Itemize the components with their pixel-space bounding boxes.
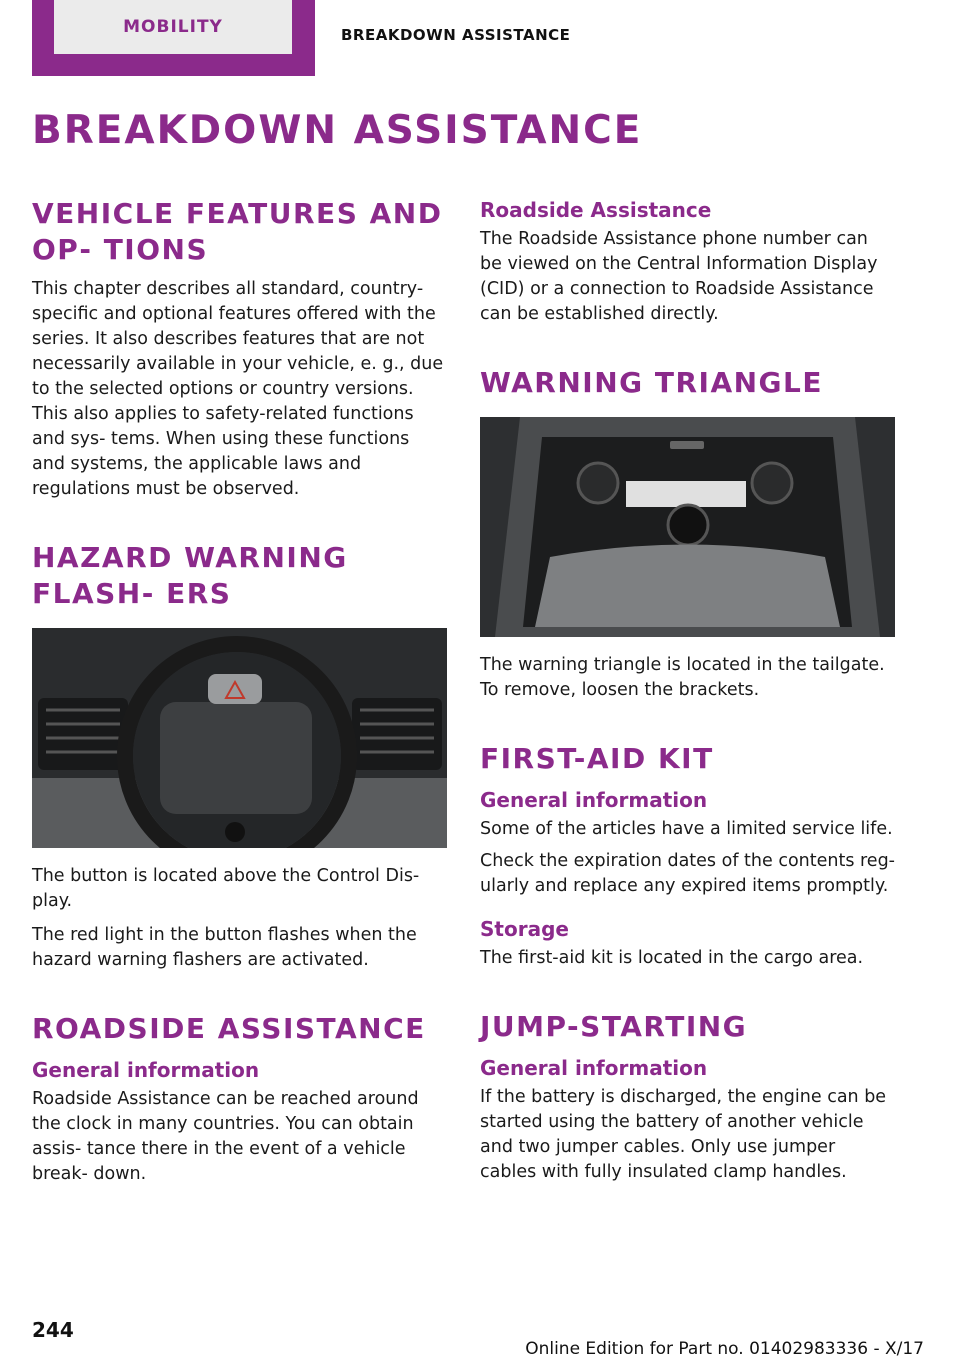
storage-text: The first-aid kit is located in the cargo area.: [480, 948, 864, 968]
roadside-general-subheading: General information: [32, 1058, 260, 1082]
jump-starting-text: If the battery is discharged, the engine can be started using the battery of another vehicle and two jumper cables. Only use jumper cables with fully insulated clamp handles.: [480, 1087, 887, 1182]
roadside-heading: ROADSIDE ASSISTANCE: [32, 1012, 426, 1045]
left-column: [32, 196, 447, 1187]
roadside-text: Roadside Assistance can be reached around the clock in many countries. You can obtain assis‐ tance there in the event of a vehicle break‐ down.: [32, 1089, 419, 1184]
hazard-location-text: The button is located above the Control Dis‐ play.: [32, 866, 420, 911]
section-tab-label: MOBILITY: [54, 0, 292, 54]
roadside-assistance-text: The Roadside Assistance phone number can be viewed on the Central Information Display (CID) or a connection to Roadside Assistance can be established directly.: [480, 229, 878, 324]
page-number: 244: [32, 1318, 74, 1342]
vehicle-features-heading: VEHICLE FEATURES AND OP‐ TIONS: [32, 197, 443, 266]
tailgate-photo: [480, 417, 895, 637]
first-aid-service-life-text: Some of the articles have a limited service life.: [480, 819, 893, 839]
jump-starting-heading: JUMP-STARTING: [480, 1010, 748, 1043]
hazard-button-photo: [32, 628, 447, 848]
warning-triangle-heading: WARNING TRIANGLE: [480, 366, 824, 399]
section-tab: [32, 0, 315, 76]
vehicle-features-text: This chapter describes all standard, country-specific and optional features offered with the series. It also describes features that are not necessarily available in your vehicle, e. g., due to the selected options or country versions. This also applies to safety-related functions and sys‐ tems. When using these functions and systems, the applicable laws and regulations must be observed.: [32, 279, 444, 499]
first-aid-heading: FIRST-AID KIT: [480, 742, 714, 775]
jump-starting-general-subheading: General information: [480, 1056, 708, 1080]
roadside-assistance-subheading: Roadside Assistance: [480, 198, 712, 222]
page-title: BREAKDOWN ASSISTANCE: [32, 108, 643, 153]
hazard-light-text: The red light in the button flashes when the hazard warning flashers are activated.: [32, 925, 417, 970]
first-aid-general-subheading: General information: [480, 788, 708, 812]
hazard-heading: HAZARD WARNING FLASH‐ ERS: [32, 541, 348, 610]
warning-triangle-text: The warning triangle is located in the tailgate. To remove, loosen the brackets.: [480, 655, 885, 700]
first-aid-expiration-text: Check the expiration dates of the contents reg‐ ularly and replace any expired items promptly.: [480, 851, 896, 896]
edition-note: Online Edition for Part no. 01402983336 - X/17: [525, 1339, 924, 1359]
breadcrumb: BREAKDOWN ASSISTANCE: [341, 26, 571, 44]
storage-subheading: Storage: [480, 917, 569, 941]
right-column: [480, 196, 895, 1185]
